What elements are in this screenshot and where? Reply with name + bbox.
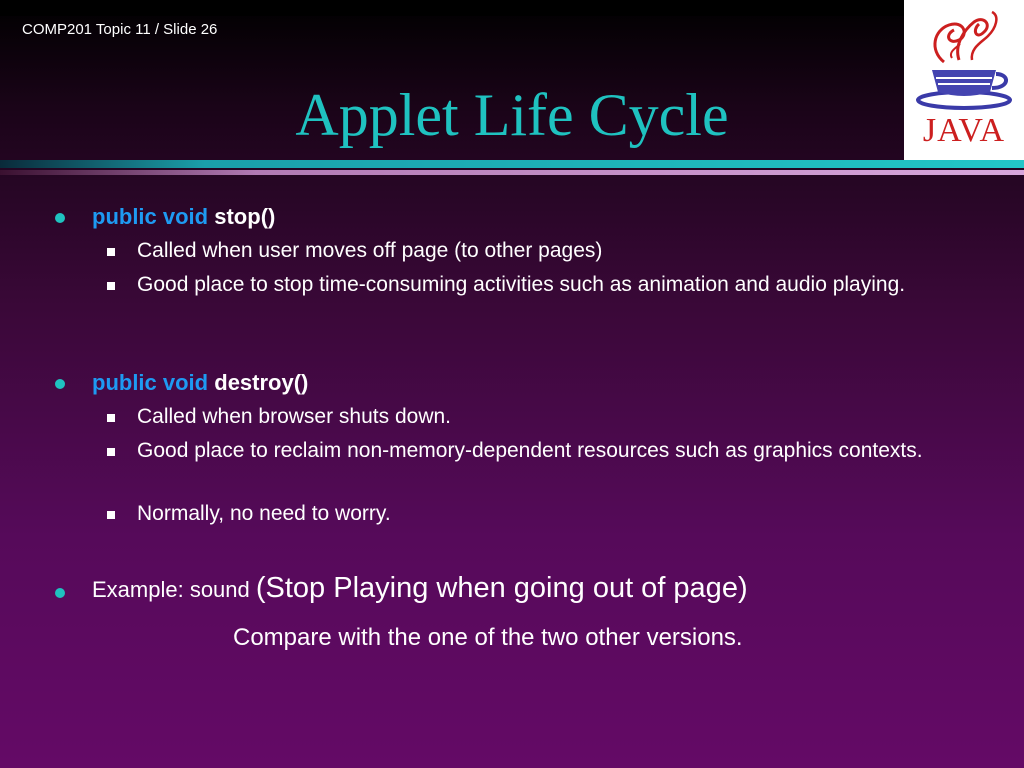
square-bullet-icon [107,248,115,256]
square-bullet-icon [107,511,115,519]
example-line [92,572,748,605]
example-note: Compare with the one of the two other versions. [233,624,743,651]
square-bullet-icon [107,414,115,422]
square-bullet-icon [107,448,115,456]
example-link[interactable]: (Stop Playing when going out of page) [255,572,748,604]
list-item: Called when browser shuts down. [137,405,451,428]
list-item: Good place to reclaim non-memory-dependent resources such as graphics contexts. [137,439,923,462]
keyword: public void [92,370,209,395]
bullet-icon [55,379,65,389]
list-item: Good place to stop time-consuming activities such as animation and audio playing. [137,273,906,296]
slide-label: COMP201 Topic 11 / Slide 26 [22,21,218,38]
bullet-icon [55,588,65,598]
example-prefix: Example: sound [92,577,256,602]
square-bullet-icon [107,282,115,290]
java-logo-text: JAVA [922,112,1006,149]
list-item: Called when user moves off page (to other pages) [137,239,603,262]
list-item: Normally, no need to worry. [137,502,391,525]
method-name: destroy() [214,370,309,395]
bullet-icon [55,213,65,223]
keyword: public void [92,204,209,229]
slide-title: Applet Life Cycle [295,82,729,148]
section-heading-destroy [92,370,308,396]
section-heading-stop [92,204,275,230]
method-name: stop() [214,204,276,229]
